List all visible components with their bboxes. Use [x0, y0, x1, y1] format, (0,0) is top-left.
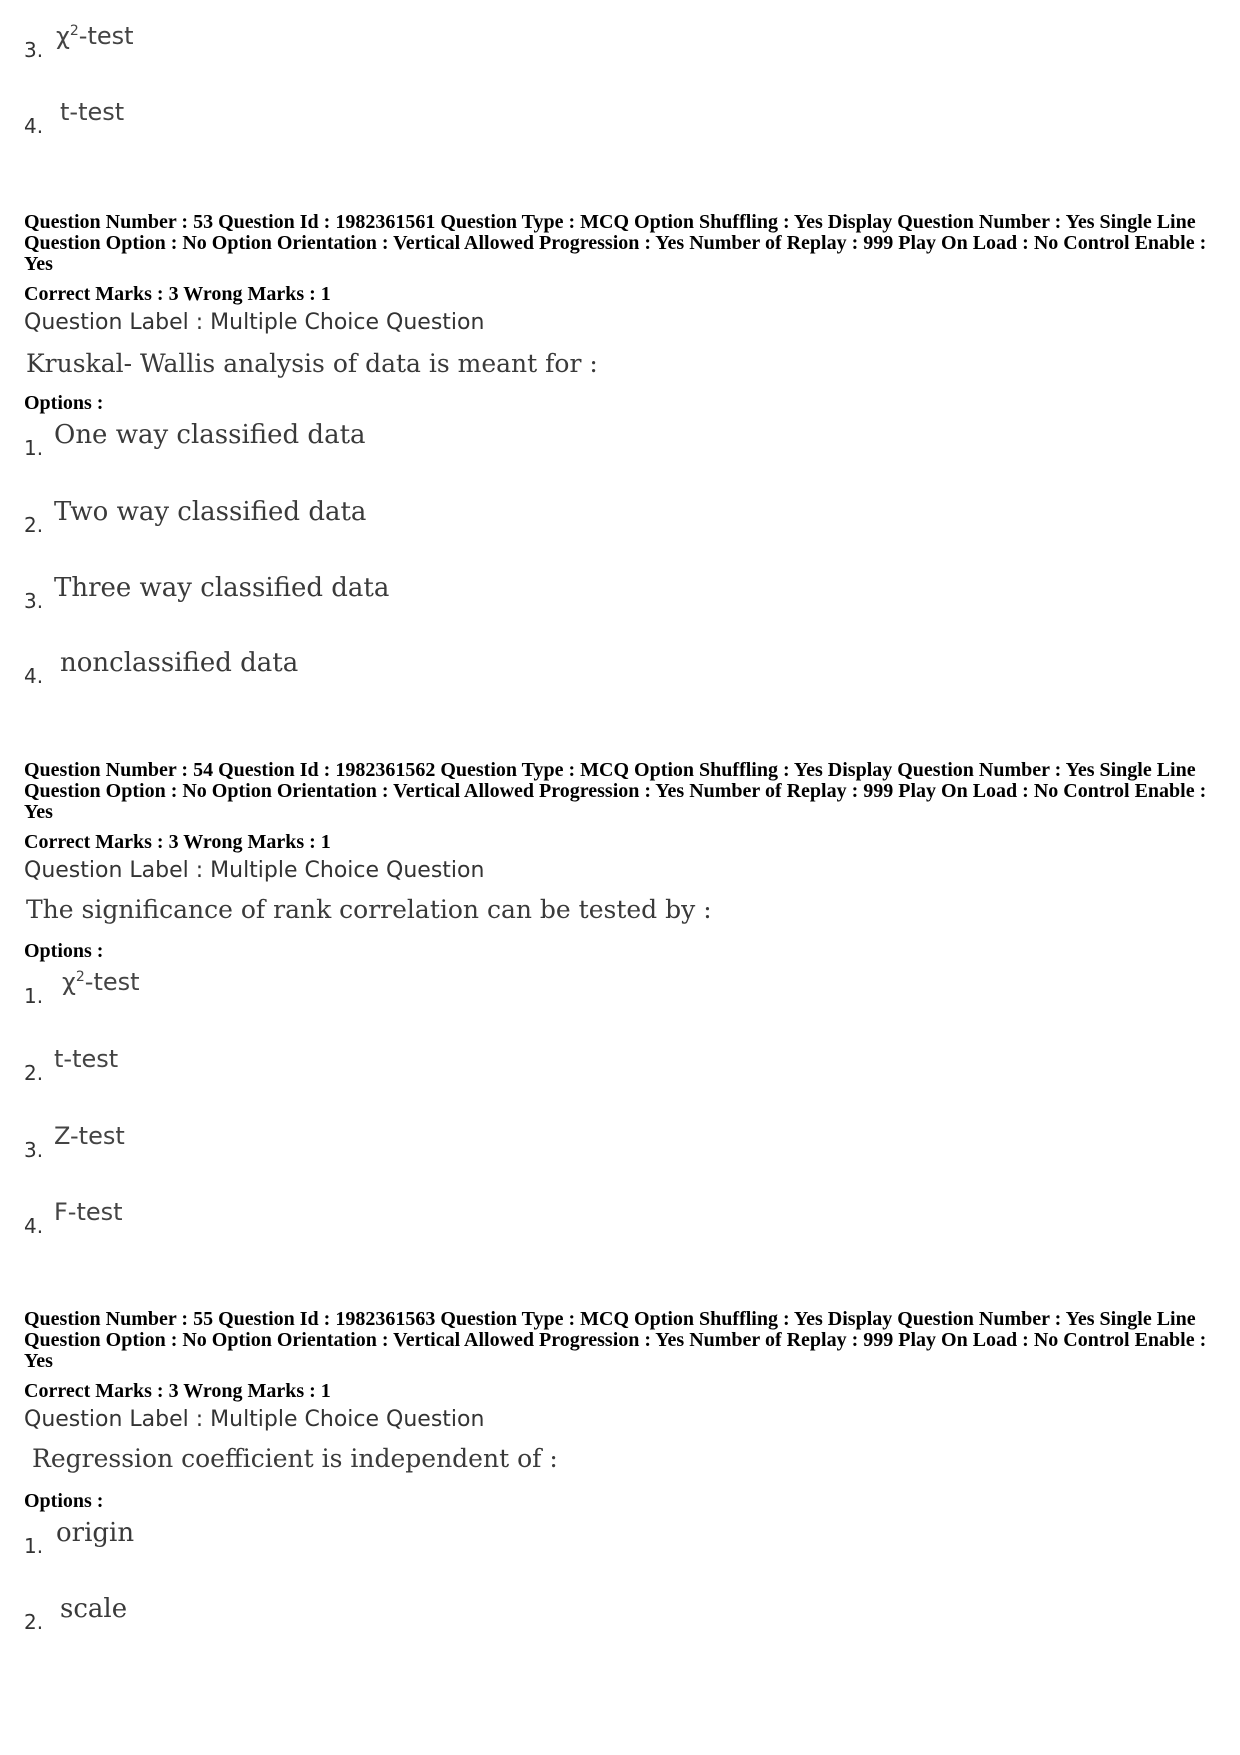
option-number: 1.	[24, 436, 44, 460]
option-row	[24, 22, 1174, 62]
question-marks: Correct Marks : 3 Wrong Marks : 1	[24, 831, 331, 853]
option-number: 3.	[24, 1138, 44, 1162]
option-row	[24, 420, 1174, 460]
chi-symbol: χ	[62, 968, 76, 996]
option-number: 4.	[24, 114, 44, 138]
question-marks: Correct Marks : 3 Wrong Marks : 1	[24, 283, 331, 305]
option-row	[24, 1594, 1174, 1634]
question-label: Question Label : Multiple Choice Question	[24, 858, 485, 883]
option-text: Three way classified data	[54, 573, 390, 603]
option-text	[56, 22, 134, 50]
option-row	[24, 1198, 1174, 1238]
option-number: 1.	[24, 1534, 44, 1558]
option-text-rest: -test	[84, 968, 140, 996]
options-heading: Options :	[24, 392, 104, 414]
option-text: scale	[60, 1594, 128, 1624]
options-heading: Options :	[24, 1490, 104, 1512]
question-label: Question Label : Multiple Choice Question	[24, 1407, 485, 1432]
option-text-rest: -test	[78, 22, 134, 50]
option-text: origin	[56, 1518, 135, 1548]
question-marks: Correct Marks : 3 Wrong Marks : 1	[24, 1380, 331, 1402]
question-text: Kruskal- Wallis analysis of data is meant for :	[26, 349, 598, 378]
superscript: 2	[75, 969, 85, 985]
question-text: The significance of rank correlation can be tested by :	[26, 895, 712, 924]
option-number: 2.	[24, 1610, 44, 1634]
chi-symbol: χ	[56, 22, 70, 50]
option-row	[24, 1122, 1174, 1162]
option-text: One way classified data	[54, 420, 366, 450]
superscript: 2	[69, 23, 79, 39]
option-number: 2.	[24, 1061, 44, 1085]
options-heading: Options :	[24, 940, 104, 962]
question-meta: Question Number : 54 Question Id : 1982361562 Question Type : MCQ Option Shuffling : Yes Display Question Number : Yes Single Line Question Option : No Option Orientation : Vertical Allowed Progression : Yes Number of Replay : 999 Play On Load : No Control Enable : Yes	[24, 759, 1207, 823]
option-number: 3.	[24, 38, 44, 62]
option-number: 2.	[24, 513, 44, 537]
option-number: 1.	[24, 984, 44, 1008]
option-text: t-test	[54, 1045, 119, 1073]
option-number: 4.	[24, 664, 44, 688]
option-row	[24, 497, 1174, 537]
question-meta: Question Number : 55 Question Id : 1982361563 Question Type : MCQ Option Shuffling : Yes Display Question Number : Yes Single Line Question Option : No Option Orientation : Vertical Allowed Progression : Yes Number of Replay : 999 Play On Load : No Control Enable : Yes	[24, 1308, 1207, 1372]
option-row	[24, 573, 1174, 613]
option-row	[24, 968, 1174, 1008]
question-meta: Question Number : 53 Question Id : 1982361561 Question Type : MCQ Option Shuffling : Yes Display Question Number : Yes Single Line Question Option : No Option Orientation : Vertical Allowed Progression : Yes Number of Replay : 999 Play On Load : No Control Enable : Yes	[24, 211, 1207, 275]
option-text: F-test	[54, 1198, 123, 1226]
option-row	[24, 98, 1174, 138]
question-label: Question Label : Multiple Choice Question	[24, 310, 485, 335]
option-row	[24, 1045, 1174, 1085]
question-text: Regression coefficient is independent of :	[32, 1444, 558, 1473]
option-text: t-test	[60, 98, 125, 126]
option-text	[62, 968, 140, 996]
option-number: 4.	[24, 1214, 44, 1238]
option-number: 3.	[24, 589, 44, 613]
option-text: Two way classified data	[54, 497, 367, 527]
option-text: Z-test	[54, 1122, 125, 1150]
option-row	[24, 648, 1174, 688]
option-row	[24, 1518, 1174, 1558]
option-text: nonclassified data	[60, 648, 299, 678]
